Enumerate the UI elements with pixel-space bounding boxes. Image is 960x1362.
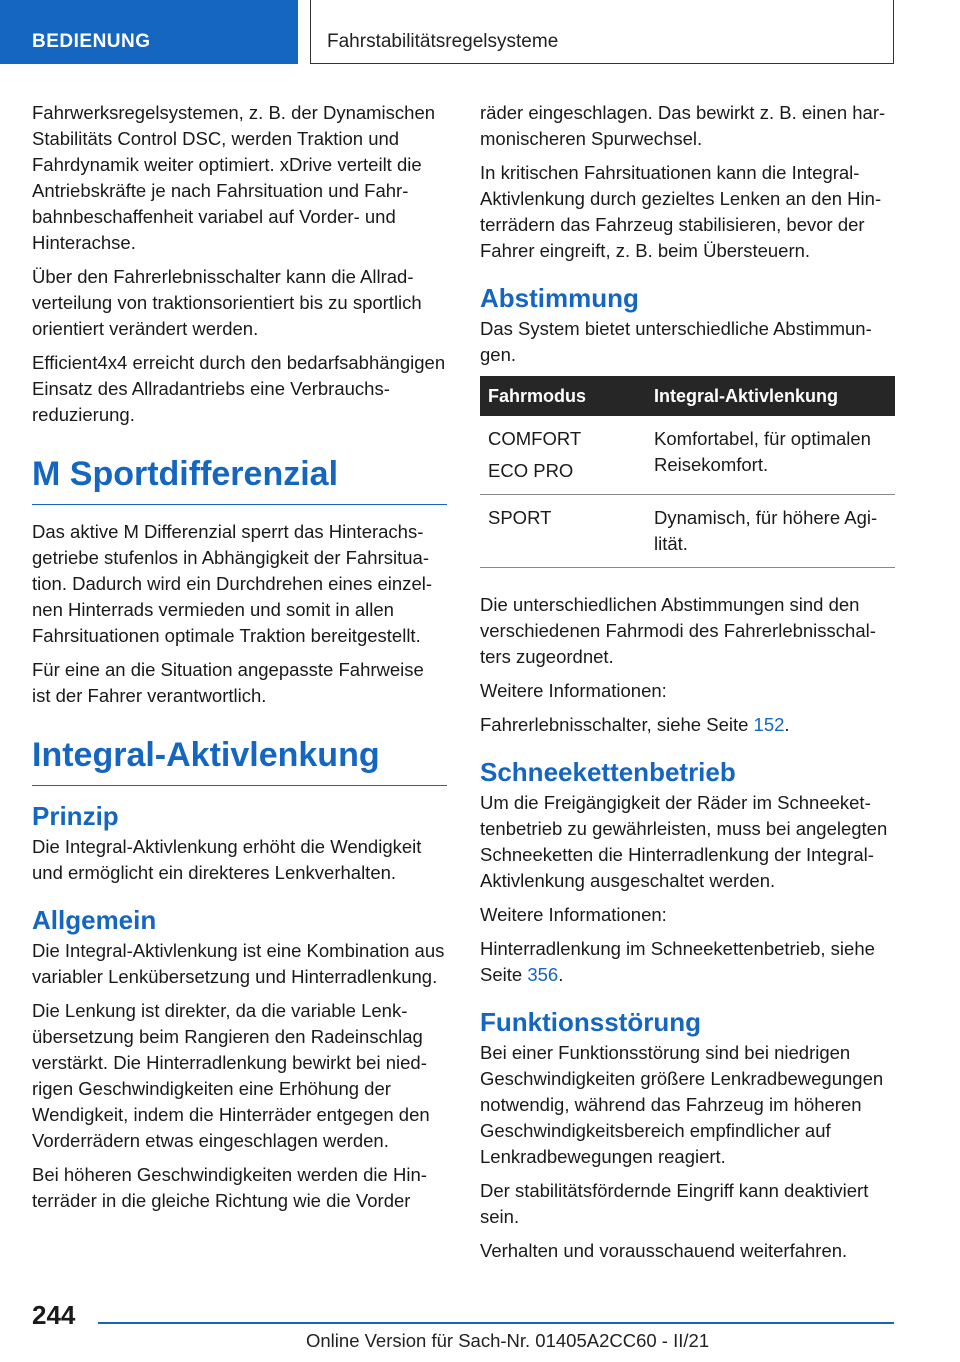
topic-tab [310,0,894,64]
paragraph: Weitere Informationen: [480,680,667,701]
paragraph: Für eine an die Situation angepasste Fahrweise ist der Fahrer verantwortlich. [32,659,424,706]
heading-abstimmung: Abstimmung [480,283,639,313]
paragraph: Der stabilitätsfördernde Eingriff kann deaktiviert sein. [480,1180,869,1227]
paragraph [480,712,895,738]
heading-prinzip: Prinzip [32,801,119,831]
section-tab [0,0,298,64]
heading-text: M Sportdifferenzial [32,455,339,493]
paragraph [480,936,895,988]
reference-text: Fahrerlebnisschalter, siehe Seite [480,714,754,735]
paragraph: räder eingeschlagen. Das bewirkt z. B. einen harmonischeren Spurwechsel. [480,102,886,149]
heading-schneekettenbetrieb: Schneekettenbetrieb [480,757,736,787]
mode-label: SPORT [488,507,552,528]
modes-table [480,376,895,568]
table-row [480,416,895,495]
paragraph: Über den Fahrerlebnisschalter kann die Allradverteilung von traktionsorientiert bis zu sportlich orientiert verändert werden. [32,266,422,339]
paragraph: Weitere Informationen: [480,904,667,925]
paragraph: Bei höheren Geschwindigkeiten werden die Hinterräder in die gleiche Richtung wie die Vorder [32,1164,427,1211]
footer-divider [98,1322,894,1324]
page-link-152[interactable]: 152 [753,714,785,735]
punctuation: . [558,964,564,985]
paragraph: Das System bietet unterschiedliche Abstimmungen. [480,318,872,365]
left-column [32,100,447,1222]
heading-text: Integral-Aktivlenkung [32,736,380,774]
paragraph: Efficient4x4 erreicht durch den bedarfsabhängigen Einsatz des Allradantriebs eine Verbrauchsreduzierung. [32,352,446,425]
heading-funktionsstoerung: Funktionsstörung [480,1007,701,1037]
mode-label: ECO PRO [488,460,574,481]
paragraph: Die Lenkung ist direkter, da die variable Lenkübersetzung beim Rangieren den Radeinschlag verstärkt. Die Hinterradlenkung bewirkt bei niedrigen Geschwindigkeiten eine Erhöhung der Wendigkeit, indem die Hinterräder entgegen den Vorderrädern etwas eingeschlagen werden. [32,1000,430,1151]
table-cell: Komfortabel, für optimalen Reisekomfort. [646,416,895,495]
paragraph: Um die Freigängigkeit der Räder im Schneekettenbetrieb zu gewährleisten, muss bei angelegten Schneeketten die Hinterradlenkung der Integral-Aktivlenkung ausgeschaltet werden. [480,792,888,891]
reference-text: Hinterradlenkung im Schneekettenbetrieb, siehe Seite [480,938,875,985]
table-cell [480,416,646,495]
section-title: BEDIENUNG [32,31,151,52]
table-header-cell: Fahrmodus [480,376,646,416]
right-column [480,100,895,1272]
table-cell: Dynamisch, für höhere Agilität. [646,495,895,568]
page-link-356[interactable]: 356 [527,964,559,985]
paragraph: Die Integral-Aktivlenkung ist eine Kombination aus variabler Lenkübersetzung und Hinterradlenkung. [32,940,445,987]
paragraph: Bei einer Funktionsstörung sind bei niedrigen Geschwindigkeiten größere Lenkradbewegungen notwendig, während das Fahrzeug im höheren Geschwindigkeitsbereich empfindlicher auf Lenkradbewegungen reagiert. [480,1042,884,1167]
paragraph: Fahrwerksregelsystemen, z. B. der Dynamischen Stabilitäts Control DSC, werden Traktion und Fahrdynamik weiter optimiert. xDrive verteilt die Antriebskräfte je nach Fahrsituation und Fahrbahnbeschaffenheit variabel auf Vorder- und Hinterachse. [32,102,436,253]
table-header-row [480,376,895,416]
table-row [480,495,895,568]
paragraph: In kritischen Fahrsituationen kann die Integral-Aktivlenkung durch gezieltes Lenken an den Hinterrädern das Fahrzeug stabilisieren, bevor der Fahrer eingreift, z. B. beim Übersteuern. [480,162,882,261]
paragraph: Die Integral-Aktivlenkung erhöht die Wendigkeit und ermöglicht ein direkteres Lenkverhalten. [32,836,422,883]
paragraph: Das aktive M Differenzial sperrt das Hinterachsgetriebe stufenlos in Abhängigkeit der Fahrsituation. Dadurch wird ein Durchdrehen eines einzelnen Hinterrads vermieden und somit in allen Fahrsituationen optimale Traktion bereitgestellt. [32,521,433,646]
table-header-cell: Integral-Aktivlenkung [646,376,895,416]
heading-allgemein: Allgemein [32,905,157,935]
heading-integral-aktivlenkung [32,735,447,786]
page-number: 244 [32,1300,76,1330]
heading-sportdifferenzial [32,454,447,505]
paragraph: Verhalten und vorausschauend weiterfahren. [480,1240,848,1261]
footer-text: Online Version für Sach-Nr. 01405A2CC60 - II/21 [306,1330,710,1351]
punctuation: . [784,714,790,735]
paragraph: Die unterschiedlichen Abstimmungen sind den verschiedenen Fahrmodi des Fahrerlebnisschalters zugeordnet. [480,594,876,667]
table-cell [480,495,646,568]
mode-label: COMFORT [488,428,582,449]
topic-title: Fahrstabilitätsregelsysteme [327,31,559,52]
